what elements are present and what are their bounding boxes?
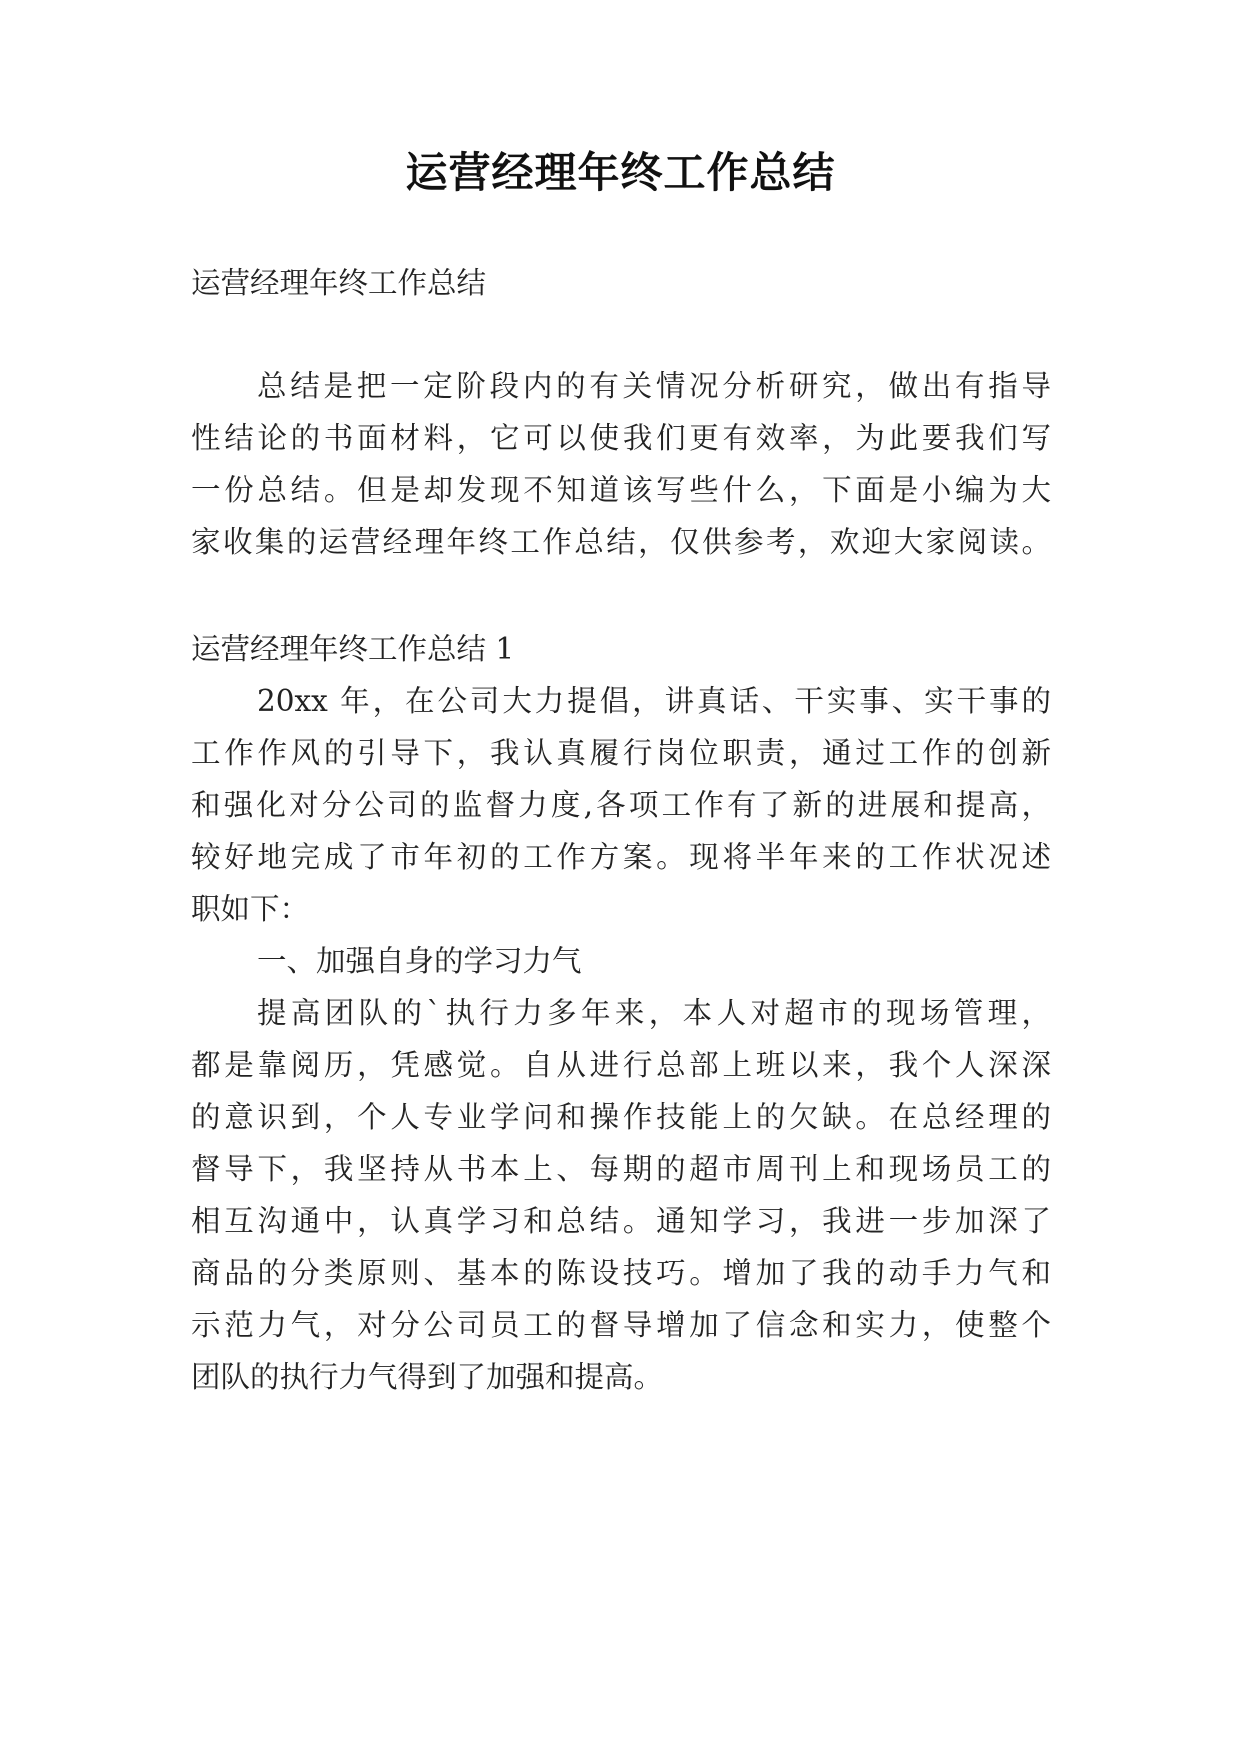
intro-line: 性结论的书面材料，它可以使我们更有效率，为此要我们写 — [191, 421, 1051, 455]
paragraph-line: 工作作风的引导下，我认真履行岗位职责，通过工作的创新 — [191, 736, 1051, 770]
paragraph-line: 示范力气，对分公司员工的督导增加了信念和实力，使整个 — [191, 1308, 1051, 1342]
paragraph-line: 相互沟通中，认真学习和总结。通知学习，我进一步加深了 — [191, 1204, 1051, 1238]
paragraph-line: 较好地完成了市年初的工作方案。现将半年来的工作状况述 — [191, 840, 1051, 874]
intro-line: 总结是把一定阶段内的有关情况分析研究，做出有指导 — [257, 369, 1051, 403]
paragraph-line: 都是靠阅历，凭感觉。自从进行总部上班以来，我个人深深 — [191, 1048, 1051, 1082]
paragraph-line: 商品的分类原则、基本的陈设技巧。增加了我的动手力气和 — [191, 1256, 1051, 1290]
document-subtitle: 运营经理年终工作总结 — [191, 266, 487, 300]
section-heading: 运营经理年终工作总结 1 — [191, 632, 515, 666]
subheading: 一、加强自身的学习力气 — [257, 944, 582, 978]
paragraph-line: 20xx 年，在公司大力提倡，讲真话、干实事、实干事的 — [257, 684, 1051, 718]
paragraph-line: 提高团队的`执行力多年来，本人对超市的现场管理， — [257, 996, 1051, 1030]
intro-line: 家收集的运营经理年终工作总结，仅供参考，欢迎大家阅读。 — [191, 525, 1051, 559]
paragraph-line: 团队的执行力气得到了加强和提高。 — [191, 1360, 664, 1394]
paragraph-line: 督导下，我坚持从书本上、每期的超市周刊上和现场员工的 — [191, 1152, 1051, 1186]
paragraph-line: 和强化对分公司的监督力度,各项工作有了新的进展和提高， — [191, 788, 1051, 822]
paragraph-line: 的意识到，个人专业学问和操作技能上的欠缺。在总经理的 — [191, 1100, 1051, 1134]
intro-line: 一份总结。但是却发现不知道该写些什么，下面是小编为大 — [191, 473, 1051, 507]
paragraph-line: 职如下： — [191, 892, 310, 926]
document-title: 运营经理年终工作总结 — [405, 148, 836, 197]
